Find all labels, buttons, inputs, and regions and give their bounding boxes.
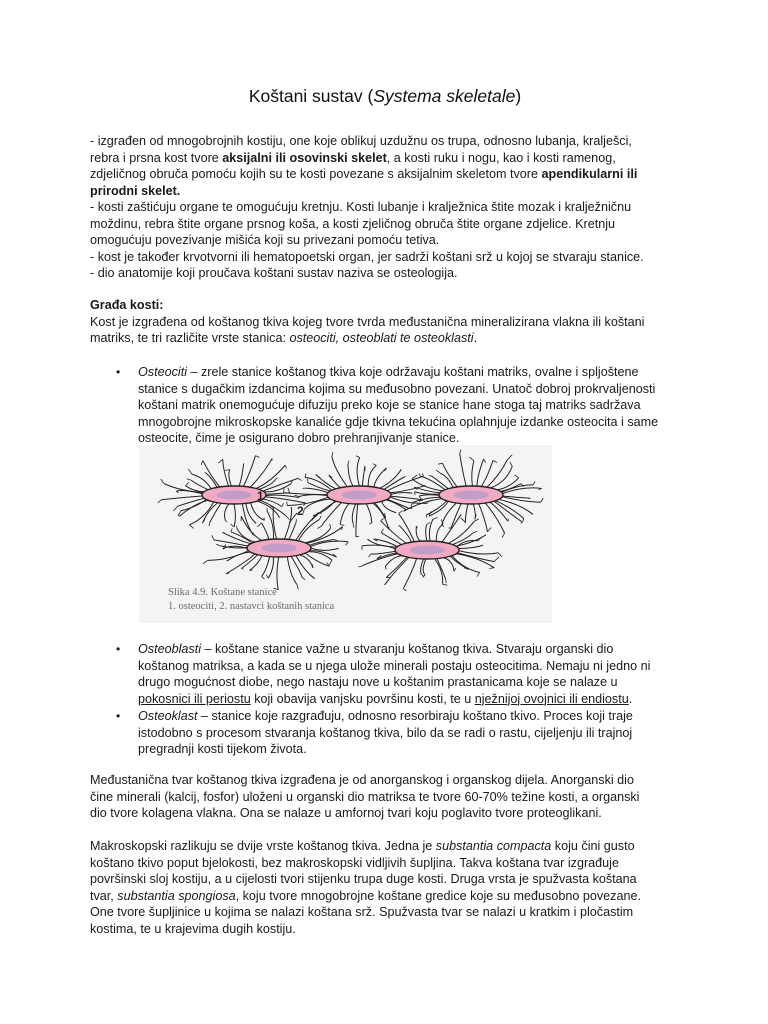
cell-process-branch (502, 533, 505, 537)
cell-process-branch (318, 526, 322, 528)
cell-process-branch (477, 572, 480, 576)
cell-process-branch (359, 566, 362, 567)
intro-line (90, 166, 680, 183)
cell-process (437, 559, 446, 580)
matrix-line: dio tvore kolagena vlakna. Ona se nalaze u amfornoj tvari koju poglavito tvore proteoglikani. (90, 806, 602, 820)
cell-process-branch (334, 540, 338, 541)
cell-process-branch (319, 516, 321, 520)
text-run: osteocite, čime je osigurano dobro prehranjivanje stanice. (138, 431, 460, 445)
cell-process-branch (189, 525, 193, 529)
cell-process-branch (498, 553, 502, 557)
cell-process (243, 456, 255, 487)
cell-process-branch (427, 502, 428, 503)
cell-process-branch (531, 513, 533, 514)
text-run: rebra i prsna kost tvore (90, 150, 223, 165)
cell-process (291, 556, 302, 577)
text-run: . (473, 331, 478, 345)
cell-process-branch (494, 557, 499, 562)
cell-process-branch (305, 473, 306, 477)
intro-line: omogućuju povezivanje mišića koji su privezani pomoću tetiva. (90, 233, 440, 247)
cell-process-branch (187, 479, 191, 480)
cell-process (479, 504, 488, 532)
cell-process-branch (302, 578, 305, 580)
cell-process-branch (541, 498, 544, 502)
cell-process-branch (225, 521, 227, 522)
italic-term: osteociti, osteoblati te osteoklasti (289, 331, 474, 345)
intro-line (90, 183, 680, 200)
intro-line (90, 150, 680, 167)
cell-process (308, 552, 332, 561)
cell-process (473, 504, 475, 519)
intro-paragraph (90, 133, 680, 282)
cell-nucleus (261, 544, 296, 553)
text-run: mnogobrojne mikroskopske kanaliće gdje tkivna tekućina oplahnjuje izdanke osteocita i same (138, 414, 659, 429)
cell-process-branch (423, 473, 424, 476)
cell-process (366, 504, 372, 523)
cell-process-branch (426, 515, 427, 518)
cell-process-branch (484, 459, 486, 463)
cell-process-branch (427, 522, 430, 524)
cell-process (229, 470, 232, 487)
cell-process-branch (473, 531, 477, 533)
cell-process-branch (433, 517, 438, 519)
cell-process-branch (231, 528, 232, 532)
cell-process (284, 493, 327, 495)
cell-process (265, 497, 305, 503)
cell-process-branch (218, 459, 222, 463)
cell-process-branch (287, 501, 288, 505)
cell-process-branch (216, 544, 220, 546)
cell-process-branch (173, 506, 177, 511)
cell-process (259, 479, 276, 489)
text-run: zdjeličnog obruča pomoću kojih su te kosti povezane s aksijalnim skeletom tvore (90, 167, 542, 181)
bullet-dot: • (116, 365, 121, 379)
bold-term: prirodni skelet. (90, 183, 181, 198)
cell-process-branch (515, 475, 519, 478)
cell-process-branch (179, 511, 181, 516)
matrix-paragraph (90, 772, 680, 822)
section-heading: Građa kosti: (90, 298, 164, 312)
cell-process (180, 500, 209, 516)
figure-caption (168, 586, 334, 614)
cell-process (321, 503, 341, 527)
cell-process-branch (470, 457, 474, 461)
cell-process (348, 464, 353, 486)
cell-process-branch (493, 460, 497, 462)
cell-process (289, 522, 296, 539)
structure-line (90, 330, 680, 347)
cell-process (496, 501, 524, 519)
intro-line: moždinu, rebra štite organe prsnog koša, a kosti zjeličnog obruča štite organe zdjelice. Kretnju (90, 216, 616, 231)
cell-process-branch (236, 526, 237, 529)
cell-process (385, 557, 409, 584)
macro-paragraph (90, 838, 680, 937)
cell-process-branch (421, 574, 424, 576)
cell-process-branch (209, 523, 210, 526)
title-main: Koštani sustav ( (248, 86, 374, 106)
figure-label-2: 2 (297, 504, 304, 518)
cell-process (305, 553, 329, 566)
italic-term: Osteoklast (138, 709, 198, 723)
cell-process-branch (488, 528, 491, 532)
cell-process-branch (316, 474, 321, 478)
cell-process (287, 497, 328, 505)
macro-line: koštano tkivo poput bjelokosti, bez makroskopski vidljivih šupljina. Takva koštana tvar izgrađuje (90, 855, 619, 870)
bullet-text (138, 364, 683, 447)
cell-process-branch (288, 488, 290, 493)
cell-process (178, 498, 205, 506)
cell-process-branch (521, 522, 523, 523)
caption-line: 1. osteociti, 2. nastavci koštanih stanica (168, 601, 335, 612)
cell-process-branch (185, 482, 188, 486)
title-latin: Systema skeletale (373, 86, 516, 106)
cell-process (442, 463, 457, 487)
cell-process-branch (176, 491, 178, 493)
cell-process (311, 541, 348, 546)
macro-line: One tvore šupljinice u kojima se nalazi koštana srž. Spužvasta tvar se nalazi u kratkim i pločastim (90, 905, 634, 919)
cell-process (225, 504, 229, 521)
cell-process (203, 461, 220, 487)
cell-process-branch (282, 503, 284, 506)
cell-process (386, 557, 407, 578)
cell-process-branch (461, 518, 466, 523)
cell-process (223, 459, 229, 486)
cell-process-branch (356, 456, 360, 458)
cell-process (416, 526, 420, 541)
cell-process-branch (419, 473, 420, 475)
cell-process (241, 555, 257, 569)
cell-process-branch (367, 539, 371, 542)
text-run: Makroskopski razlikuju se dvije vrste koštanog tkiva. Jedna je (90, 839, 436, 853)
cell-process-branch (523, 519, 524, 522)
cell-process (459, 545, 483, 548)
cell-process (426, 524, 427, 541)
italic-term: Osteociti (138, 365, 187, 379)
cell-process (441, 473, 454, 487)
cell-process (246, 503, 256, 523)
text-run: istodobno s procesom stvaranja koštanog tkiva, bilo da se radi o rastu, cijeljenju ili trajnoj (138, 725, 633, 740)
text-run: – stanice koje razgrađuju, odnosno resorbiraju koštano tkivo. Proces koji traje (197, 709, 633, 723)
text-run: – zrele stanice koštanog tkiva koje održavaju koštani matriks, ovalne i spljoštene (187, 365, 639, 379)
intro-line: - izgrađen od mnogobrojnih kostiju, one koje oblikuj uzdužnu os trupa, odnosno lubanja, kralješci, (90, 134, 632, 148)
cell-process-branch (381, 518, 384, 520)
cell-process (340, 504, 349, 525)
cell-process-branch (161, 479, 164, 484)
cell-process (436, 524, 443, 541)
matrix-line: Međustanična tvar koštanog tkiva izgrađena je od anorganskog i organskog dijela. Anorganski dio (90, 773, 634, 787)
cell-process-branch (332, 452, 333, 456)
intro-line: - dio anatomije koji proučava koštani sustav naziva se osteologija. (90, 266, 458, 280)
title-end: ) (515, 86, 522, 106)
text-run: koju čini gusto (551, 839, 635, 853)
cell-process-branch (311, 576, 314, 579)
cell-process (403, 559, 416, 589)
text-run: stanice s dugačkim izdancima kojima su međusobno povezani. Unatoč dobroj prokrvaljenosti (138, 381, 656, 396)
text-run: koštani matrik onemogućuje difuziju preko koje se stanice hane stoga taj matriks sadržava (138, 398, 641, 412)
text-run: , a kosti ruku i nogu, kao i kosti ramenog, (386, 150, 616, 165)
cell-process-branch (158, 500, 162, 503)
cell-process (296, 556, 315, 579)
bullet-dot: • (116, 642, 121, 656)
cell-process (419, 495, 439, 496)
cell-process-branch (399, 511, 403, 514)
cell-process (362, 466, 365, 486)
cell-process (387, 499, 408, 508)
caption-line: Slika 4.9. Koštane stanice (168, 587, 277, 598)
cell-process (227, 552, 250, 561)
macro-line (90, 888, 680, 905)
cell-nucleus (216, 491, 251, 500)
cell-process (356, 504, 358, 537)
cell-process (284, 507, 291, 539)
intro-line: - kost je također krvotvorni ili hematopoetski organ, jer sadrži koštani srž u kojoj se stvaraju stanice. (90, 249, 644, 264)
cell-process (459, 551, 499, 554)
cell-process (239, 464, 244, 486)
cell-process (381, 533, 401, 545)
figure-label-1: 1 (257, 489, 264, 503)
italic-term: substantia spongiosa (117, 888, 236, 903)
cell-process-branch (294, 495, 298, 496)
text-run: – koštane stanice važne u stvaranju koštanog tkiva. Stvaraju organski dio (201, 642, 614, 656)
cell-process (477, 459, 484, 486)
intro-line: - kosti zaštićuju organe te omogućuju kretnju. Kosti lubanje i kralježnica štite mozak i kralježničnu (90, 200, 632, 214)
bold-term: aksijalni ili osovinski skelet (222, 150, 387, 165)
cell-process (460, 453, 466, 486)
cell-process (497, 478, 519, 490)
cell-process-branch (276, 478, 278, 479)
structure-section (90, 297, 680, 347)
italic-term: substantia compacta (435, 839, 552, 853)
bold-term: apendikularni ili (541, 167, 638, 181)
cell-process (465, 504, 467, 523)
cell-process-branch (264, 518, 265, 521)
structure-line: Kost je izgrađena od koštanog tkiva kojeg tvore tvrda međustanična mineralizirana vlakna ili koštani (90, 314, 645, 329)
cell-process-branch (353, 523, 354, 528)
cell-process (352, 504, 355, 523)
cell-process-branch (340, 524, 344, 525)
macro-line: površinski sloj kostiju, a u cijelosti tvori stijenku trupa duge kosti. Druga vrsta je spužvasta koštana (90, 872, 637, 886)
italic-term: Osteoblasti (138, 642, 201, 656)
cell-process (357, 457, 360, 486)
cell-process-branch (230, 524, 234, 527)
cell-process-branch (443, 584, 448, 585)
text-run: pregradnji kosti tijekom života. (138, 742, 307, 756)
cell-process-branch (330, 524, 331, 528)
cell-process (444, 558, 454, 571)
cell-process (487, 460, 507, 487)
cell-process-branch (266, 575, 268, 578)
bullet-text (138, 641, 683, 707)
macro-line: kostima, te u krajevima dugih kostiju. (90, 921, 296, 936)
cell-process (250, 556, 262, 571)
cell-process-branch (329, 560, 332, 564)
cell-process (429, 501, 448, 516)
text-run: , koju tvore mnogobrojne koštane gredice koje su međusobno povezane. (235, 888, 641, 903)
cell-process-branch (279, 517, 280, 518)
cell-process (423, 559, 426, 575)
cell-process-branch (257, 523, 261, 527)
underlined-term: pokosnici ili periostu (138, 691, 251, 706)
cell-process-branch (381, 529, 383, 533)
underlined-term: nježnijoj ovojnici ili endiostu (474, 691, 629, 706)
cell-process-branch (369, 523, 372, 524)
cell-process (262, 557, 270, 577)
cell-process (208, 551, 249, 561)
cell-process-branch (285, 465, 286, 468)
cell-process (373, 503, 389, 529)
cell-process-branch (369, 554, 371, 557)
cell-nucleus (453, 491, 488, 500)
cell-process-branch (510, 462, 512, 466)
cell-process-branch (262, 577, 265, 579)
bullet-text (138, 708, 683, 758)
cell-process (287, 557, 297, 585)
text-run: koji obavija vanjsku površinu kosti, te u (250, 691, 475, 706)
macro-line (90, 838, 680, 855)
cell-process-branch (436, 470, 440, 473)
cell-process (426, 501, 447, 515)
text-run: tvar, (90, 888, 118, 903)
cell-process-branch (404, 476, 405, 477)
cell-process-branch (201, 461, 203, 465)
cell-process-branch (460, 450, 461, 454)
cell-process-branch (385, 566, 386, 569)
cell-process (234, 504, 235, 527)
cell-process-branch (188, 469, 191, 474)
cell-process-branch (212, 535, 214, 540)
cell-process-branch (285, 515, 289, 520)
cell-process-branch (346, 542, 348, 546)
matrix-line: čine minerali (kalcij, fosfor) uloženi u organski dio matriksa te tvore 60-70% težine kosti, a organski (90, 789, 640, 804)
text-run: . (628, 691, 633, 706)
cell-process-branch (298, 478, 302, 480)
cell-process-branch (438, 463, 442, 464)
cell-process (311, 548, 338, 550)
text-run: drugo mogućnost diobe, nego nastaju nove u koštanim prastanicama koje se nalaze u (138, 675, 618, 689)
text-run: matriks, te tri različite vrste stanica: (90, 331, 290, 345)
page-title (90, 86, 680, 107)
cell-nucleus (341, 491, 376, 500)
cell-process-branch (203, 560, 208, 563)
cell-process-branch (489, 568, 494, 569)
cell-process-branch (507, 455, 512, 460)
cell-process (262, 523, 269, 540)
cell-process-branch (533, 481, 535, 484)
cell-nucleus (409, 546, 444, 555)
cell-process (162, 496, 203, 500)
cell-process-branch (255, 456, 259, 458)
cell-process (251, 503, 265, 521)
cell-process (472, 461, 474, 486)
cell-process-branch (373, 464, 377, 466)
cell-process-branch (403, 589, 406, 591)
cell-process-branch (348, 461, 349, 465)
cell-process (256, 465, 285, 488)
bullet-dot: • (116, 709, 121, 723)
cell-process (277, 557, 279, 590)
text-run: koštanog matriksa, a kada se u njega ulože minerali postaju osteocitima. Nemaju ni jedno ni (138, 658, 651, 673)
cell-process (305, 488, 328, 493)
cell-process-branch (255, 522, 256, 523)
